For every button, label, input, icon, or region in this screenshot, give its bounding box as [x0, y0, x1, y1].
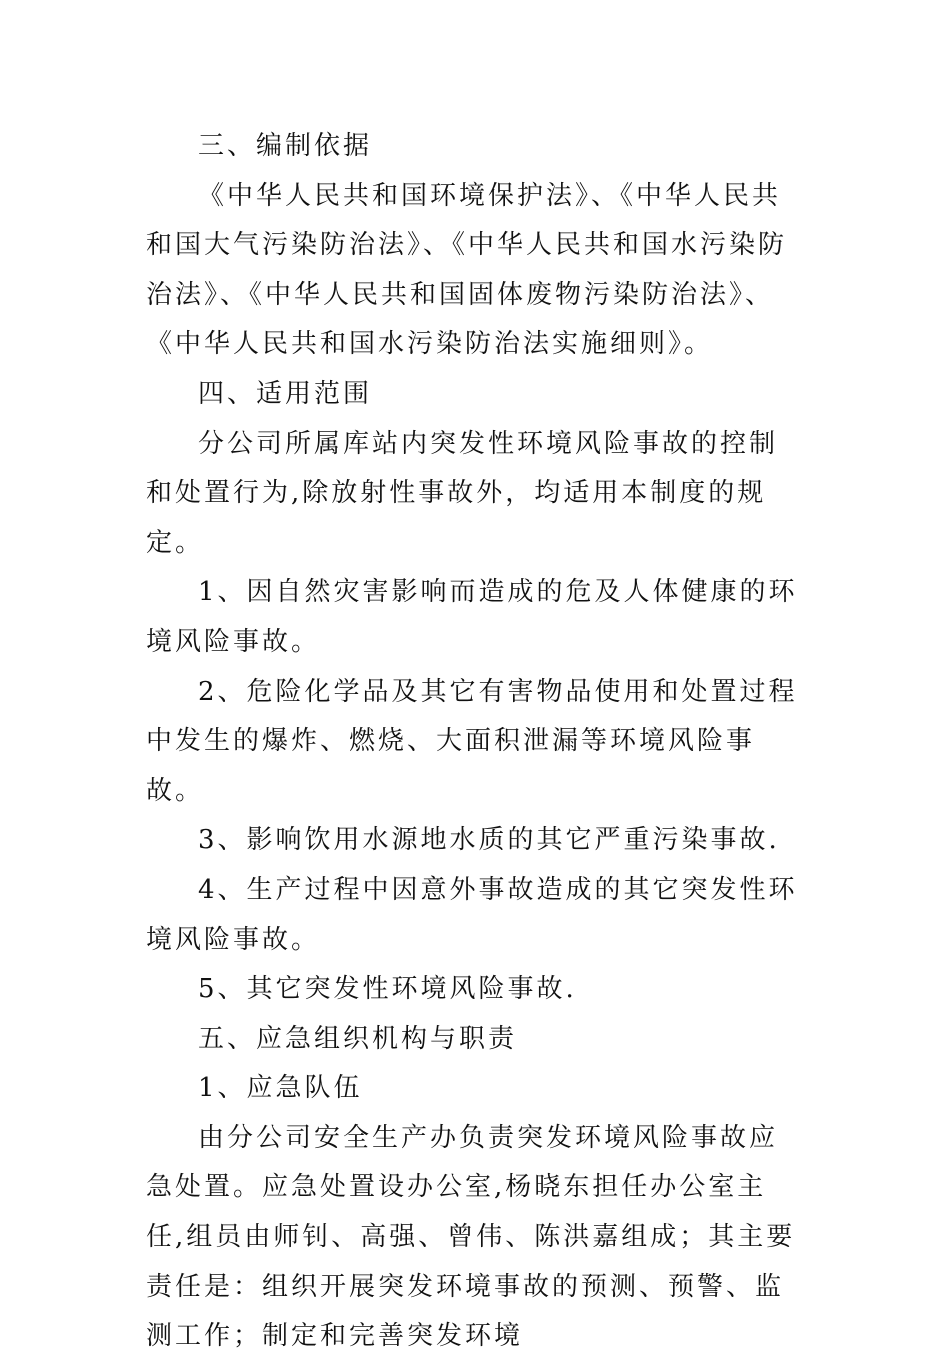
list-item-1: 1、因自然灾害影响而造成的危及人体健康的环境风险事故。	[146, 577, 798, 657]
list-item-5: 5、其它突发性环境风险事故.	[198, 974, 577, 1005]
document-body	[146, 122, 806, 1362]
paragraph-laws: 《中华人民共和国环境保护法》、《中华人民共和国大气污染防治法》、《中华人民共和国水污染防治法》、《中华人民共和国固体废物污染防治法》、《中华人民共和国水污染防治法实施细则》。	[146, 180, 788, 360]
list-item-2: 2、危险化学品及其它有害物品使用和处置过程中发生的爆炸、燃烧、大面积泄漏等环境风险事故。	[146, 676, 798, 806]
section-heading-scope: 四、适用范围	[198, 378, 373, 409]
paragraph-team: 由分公司安全生产办负责突发环境风险事故应急处置。应急处置设办公室,杨晓东担任办公室主任,组员由师钊、高强、曾伟、陈洪嘉组成；其主要责任是：组织开展突发环境事故的预测、预警、监测工作；制定和完善突发环境	[146, 1122, 796, 1352]
list-item-3: 3、影响饮用水源地水质的其它严重污染事故.	[198, 825, 780, 856]
list-item-4: 4、生产过程中因意外事故造成的其它突发性环境风险事故。	[146, 874, 798, 955]
section-heading-organization: 五、应急组织机构与职责	[198, 1023, 518, 1054]
paragraph-scope: 分公司所属库站内突发性环境风险事故的控制和处置行为,除放射性事故外，均适用本制度的规定。	[146, 428, 779, 558]
section-heading-basis: 三、编制依据	[198, 131, 373, 161]
subsection-heading-team: 1、应急队伍	[198, 1073, 363, 1104]
